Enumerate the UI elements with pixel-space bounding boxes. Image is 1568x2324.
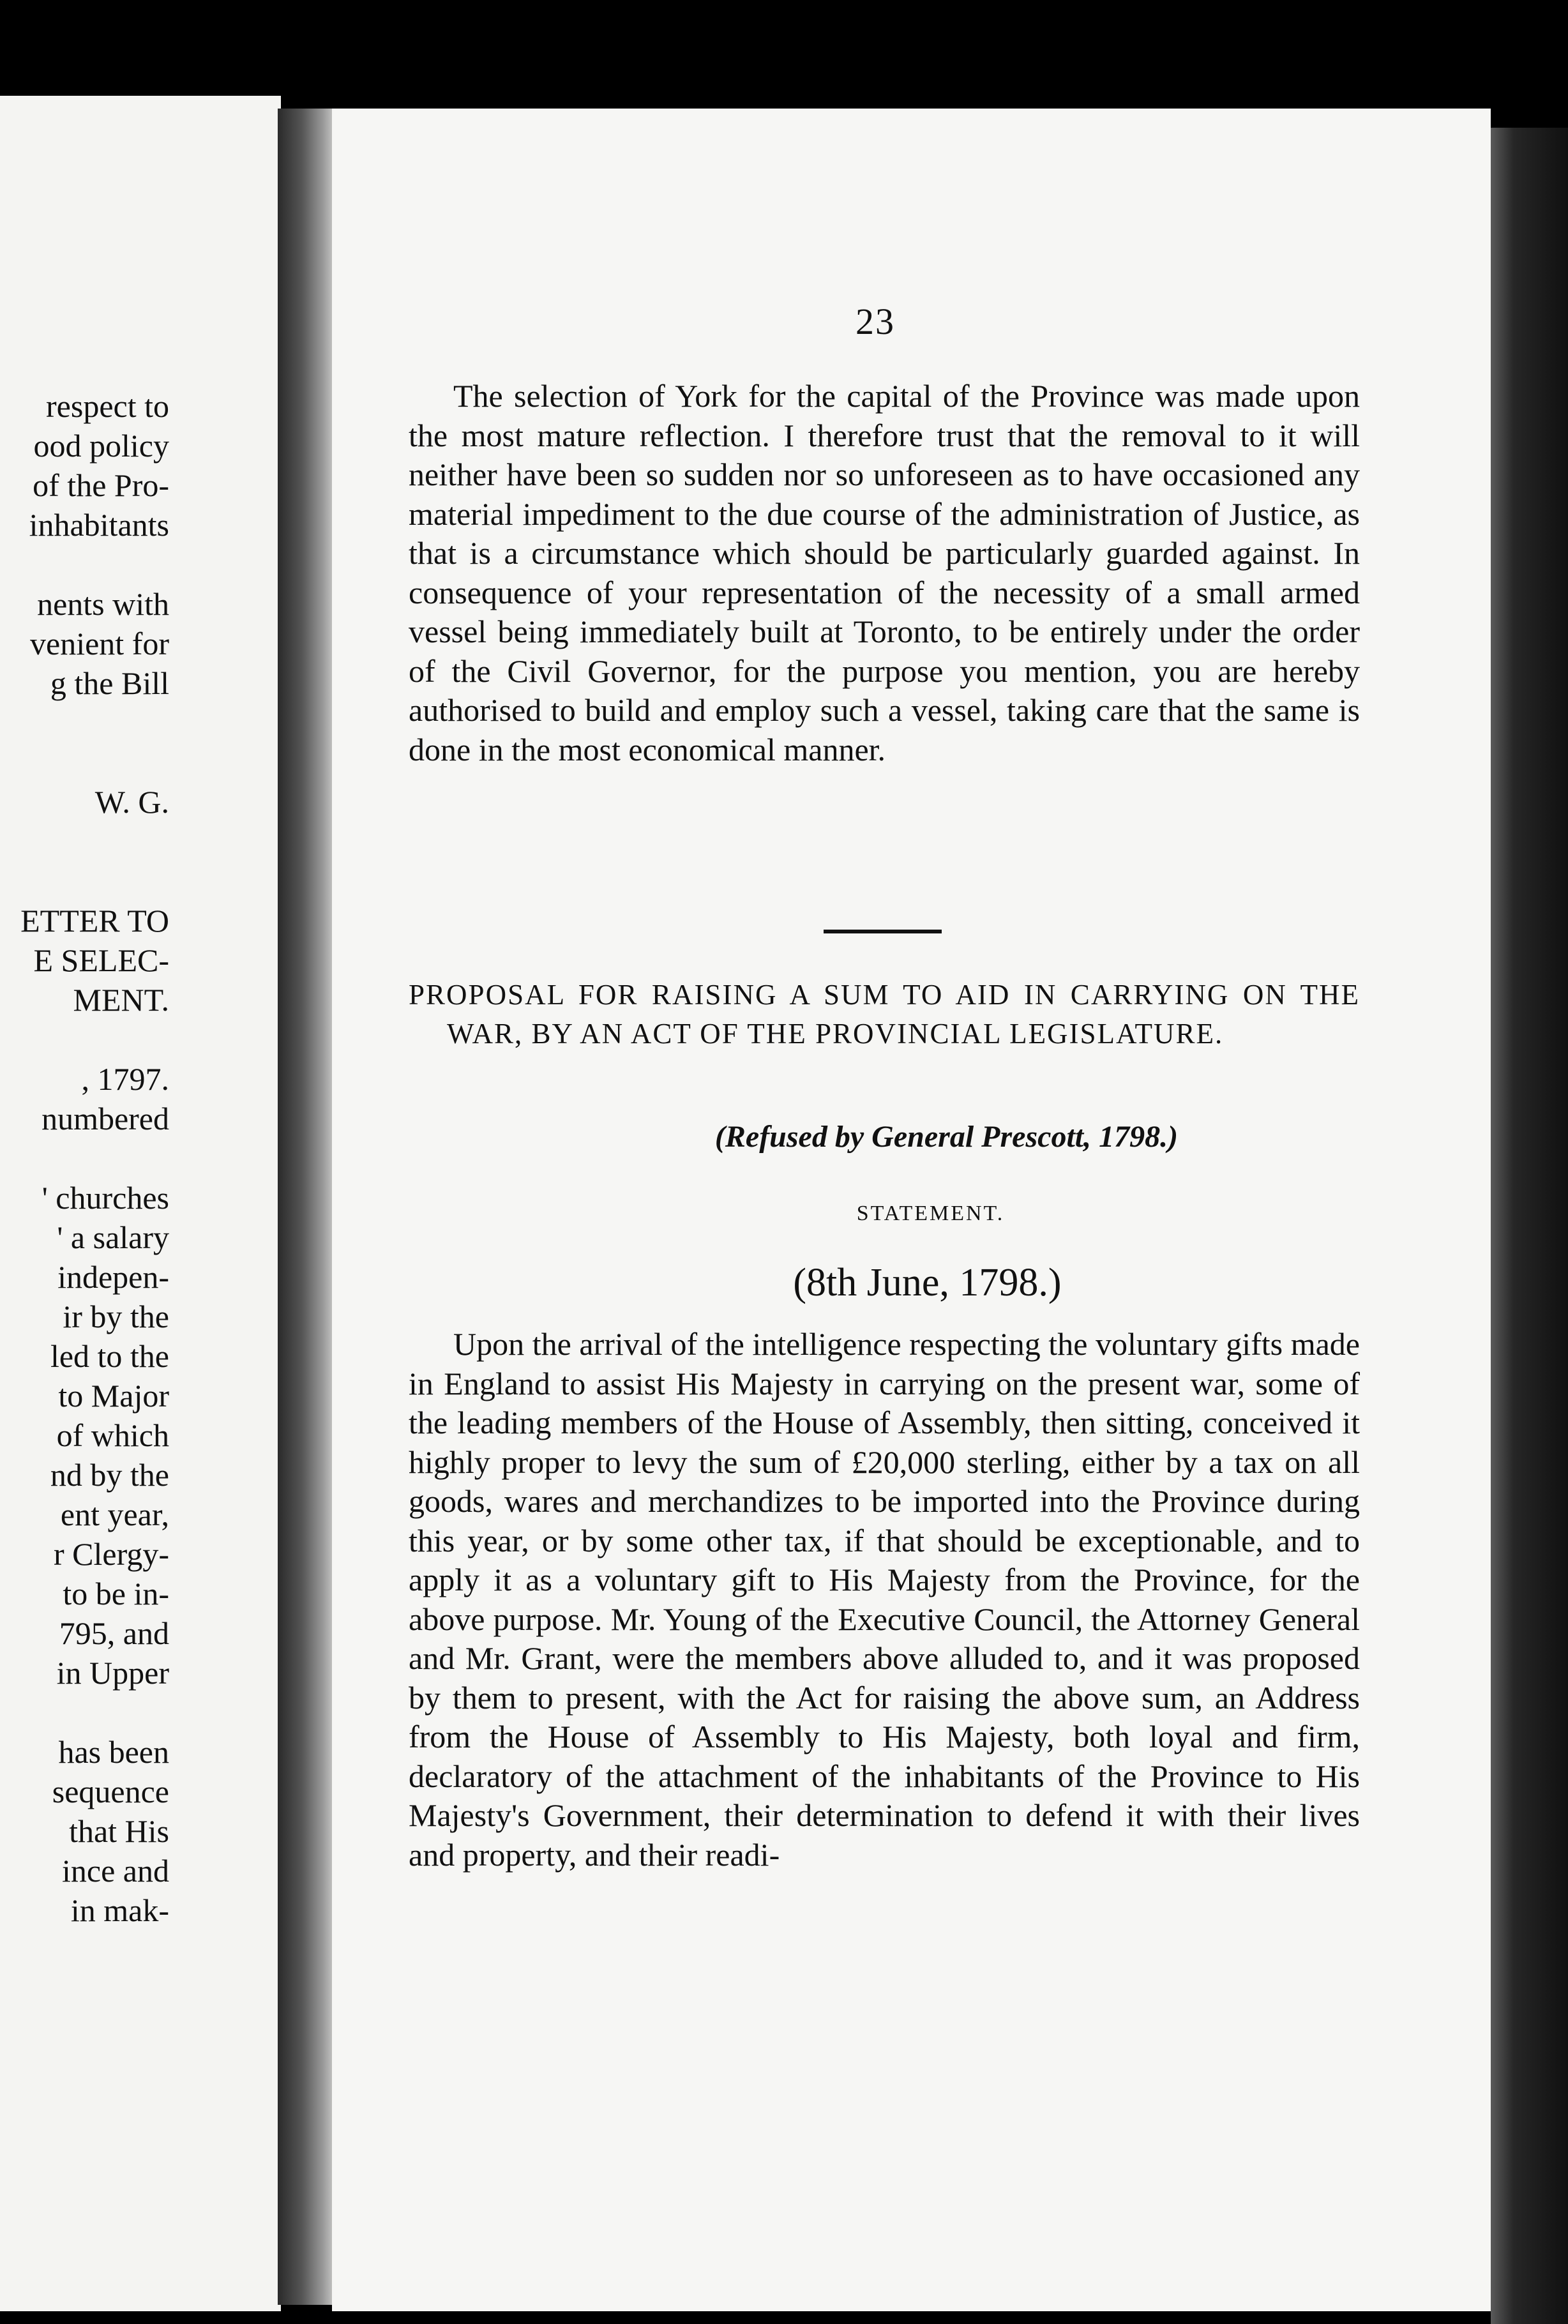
left-page-line: inhabitants: [29, 507, 169, 543]
left-page-line: to be in-: [63, 1576, 169, 1611]
book-gutter: [278, 109, 338, 2305]
left-page-line: respect to: [46, 388, 169, 424]
page-edge-shadow: [1491, 128, 1568, 2324]
left-page-line: nd by the: [50, 1457, 169, 1493]
refused-note: (Refused by General Prescott, 1798.): [714, 1120, 1179, 1154]
left-page-line: ir by the: [63, 1299, 169, 1334]
right-page: [332, 109, 1491, 2311]
left-page-line: of which: [56, 1417, 169, 1453]
left-page-line: sequence: [52, 1774, 169, 1809]
left-page-line: nents with: [37, 586, 169, 622]
statement-date: (8th June, 1798.): [793, 1261, 1062, 1304]
section-divider: [824, 930, 942, 933]
left-page-line: ent year,: [60, 1497, 169, 1532]
left-page-line: , 1797.: [81, 1061, 169, 1097]
left-page-line: W. G.: [94, 784, 169, 820]
left-page-line: ' churches: [41, 1180, 169, 1216]
left-page-line: in Upper: [56, 1655, 169, 1691]
left-page-line: venient for: [30, 626, 169, 661]
left-page-line: that His: [69, 1813, 169, 1849]
left-page-line: in mak-: [70, 1892, 169, 1928]
opening-paragraph: The selection of York for the capital of the Province was made upon the most mature reflection. I therefore trust that the removal to it will neither have been so sudden nor so unforeseen as to have occasioned any material impediment to the due course of the administration of Justice, as that is a circumstance which should be particularly guarded against. In consequence of your representation of the necessity of a small armed vessel being immediately built at Toronto, to be entirely under the order of the Civil Governor, for the purpose you mention, you are hereby authorised to build and employ such a vessel, taking care that the same is done in the most economical manner.: [409, 378, 1360, 767]
left-page-line: has been: [58, 1734, 169, 1770]
proposal-heading: [409, 976, 1360, 1053]
left-page-line: g the Bill: [50, 665, 169, 701]
proposal-heading-text: PROPOSAL FOR RAISING A SUM TO AID IN CARRYING ON THE WAR, BY AN ACT OF THE PROVINCIAL LEGISLATURE.: [409, 979, 1360, 1050]
left-page-line: ood policy: [33, 428, 169, 464]
left-page-line: 795, and: [59, 1615, 169, 1651]
left-page-line: E SELEC-: [33, 942, 169, 978]
statement-paragraph: Upon the arrival of the intelligence respecting the voluntary gifts made in England to assist His Majesty in carrying on the present war, some of the leading members of the House of Assembly, then sitting, conceived it highly proper to levy the sum of £20,000 sterling, either by a tax on all goods, wares and merchandizes to be imported into the Province during this year, or by some other tax, if that should be exceptionable, and to apply it as a voluntary gift to His Majesty from the Province, for the above purpose. Mr. Young of the Executive Council, the Attorney General and Mr. Grant, were the members above alluded to, and it was proposed by them to present, with the Act for raising the above sum, an Address from the House of Assembly to His Majesty, both loyal and firm, declaratory of the attachment of the inhabitants of the Province to His Majesty's Government, their determination to defend it with their lives and property, and their readi-: [409, 1326, 1360, 1873]
page-number: 23: [856, 301, 895, 342]
left-page-line: ince and: [62, 1853, 169, 1889]
left-page-line: of the Pro-: [33, 467, 169, 503]
statement-heading: STATEMENT.: [856, 1202, 1005, 1225]
left-page-line: MENT.: [73, 982, 169, 1018]
left-page: [0, 96, 281, 2311]
left-page-line: indepen-: [57, 1259, 169, 1295]
left-page-line: to Major: [58, 1378, 169, 1414]
left-page-line: r Clergy-: [54, 1536, 169, 1572]
left-page-line: numbered: [41, 1101, 169, 1136]
left-page-line: ' a salary: [57, 1219, 169, 1255]
left-page-line: ETTER TO: [20, 903, 169, 939]
left-page-line: led to the: [50, 1338, 169, 1374]
